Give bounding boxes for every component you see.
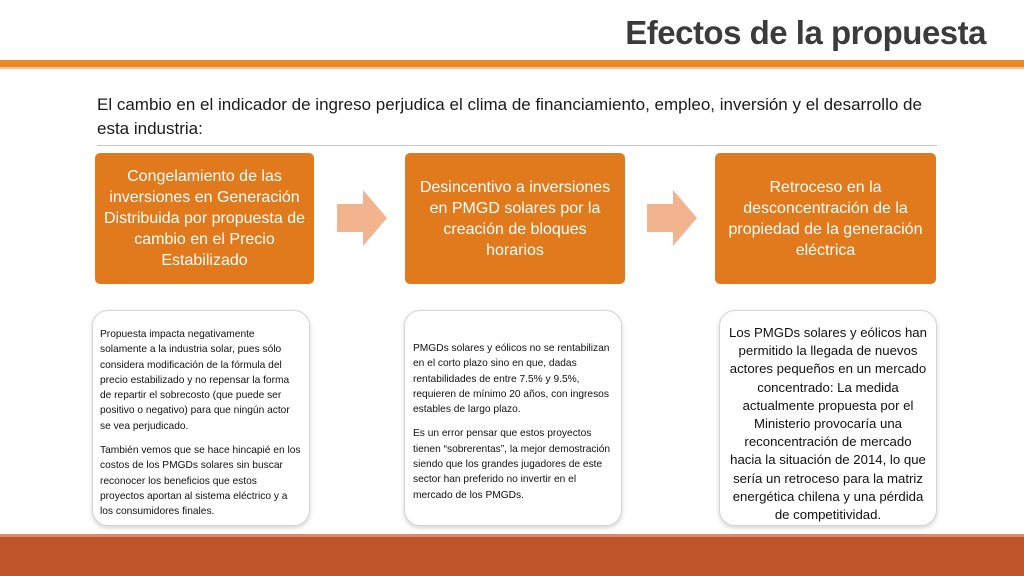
right-arrow-icon <box>337 190 387 246</box>
title-underline-accent <box>0 67 1024 69</box>
intro-text: El cambio en el indicador de ingreso perjudica el clima de financiamiento, empleo, inversión y el desarrollo de esta industria: <box>97 95 922 138</box>
note-card-industria-solar <box>92 310 310 526</box>
right-arrow-icon <box>647 190 697 246</box>
divider <box>97 145 937 146</box>
footer-bar <box>0 537 1024 576</box>
flow-box-label: Desincentivo a inversiones en PMGD solares por la creación de bloques horarios <box>419 178 611 259</box>
note-paragraph: Es un error pensar que estos proyectos tienen “sobrerentas”, la mejor demostración siendo que los grandes jugadores de este sector han preferido no invertir en el mercado de los PMGDs. <box>413 428 611 501</box>
note-card-concentracion <box>719 310 937 526</box>
page-title: Efectos de la propuesta <box>625 14 986 51</box>
note-paragraph: Los PMGDs solares y eólicos han permitido la llegada de nuevos actores pequeños en un mercado concentrado: La medida actualmente propuesta por el Ministerio provocaría una reconcentración de mercado hacia la situación de 2014, lo que sería un retroceso para la matriz energética chilena y una pérdida de competitividad. <box>729 324 927 522</box>
note-paragraph: Propuesta impacta negativamente solamente a la industria solar, pues sólo considera modificación de la fórmula del precio estabilizado y no repensar la forma de repartir el sobrecosto (que puede ser positivo o negativo) para que ningún actor se vea perjudicado. <box>100 329 290 432</box>
note-card-rentabilidad <box>404 310 622 526</box>
note-paragraph: También vemos que se hace hincapié en los costos de los PMGDs solares sin buscar reconocer los beneficios que estos proyectos aportan al sistema eléctrico y a los consumidores finales. <box>100 445 301 518</box>
flow-box-congelamiento <box>95 153 314 284</box>
flow-box-desincentivo <box>405 153 625 284</box>
flow-box-label: Congelamiento de las inversiones en Generación Distribuida por propuesta de cambio en el Precio Estabilizado <box>103 168 305 269</box>
note-paragraph: PMGDs solares y eólicos no se rentabilizan en el corto plazo sino en que, dadas rentabilidades de entre 7.5% y 9.5%, requieren de mínimo 20 años, con ingresos estables de largo plazo. <box>413 343 610 416</box>
title-underline-bar <box>0 60 1024 67</box>
flow-box-label: Retroceso en la desconcentración de la propiedad de la generación eléctrica <box>728 178 923 259</box>
flow-box-retroceso <box>715 153 936 284</box>
